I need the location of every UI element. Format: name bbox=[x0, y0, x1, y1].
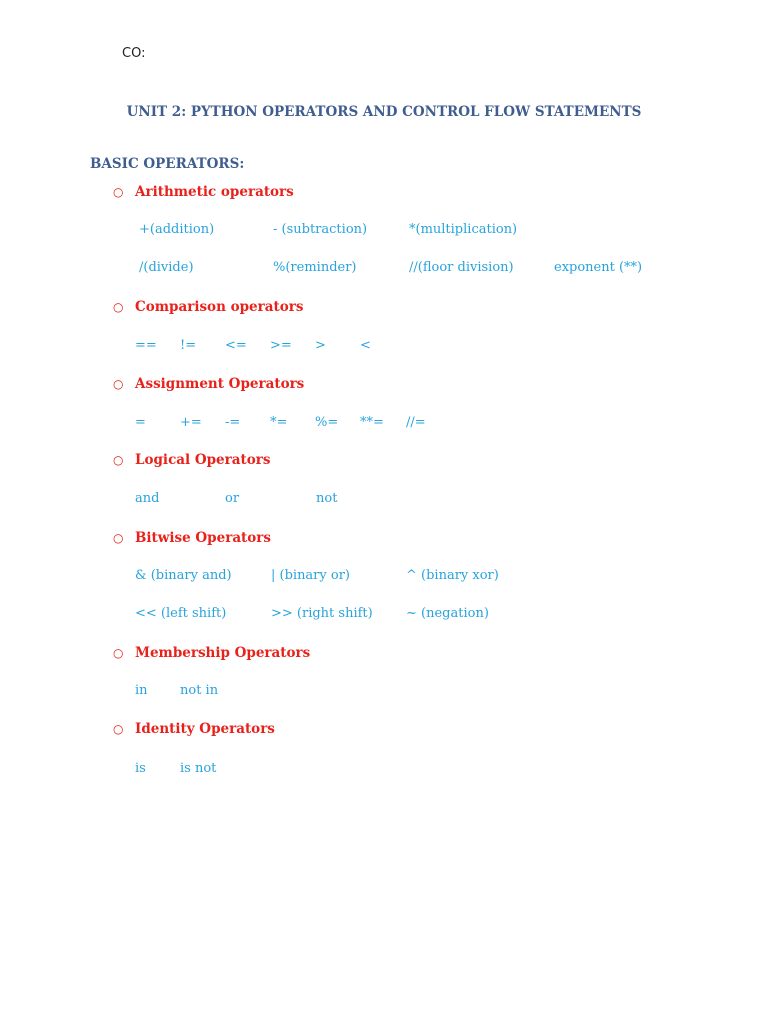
bullet-icon: ○ bbox=[113, 185, 124, 199]
operator-item: and bbox=[135, 491, 160, 506]
operator-item: ^ (binary xor) bbox=[406, 568, 499, 583]
operator-item: -= bbox=[225, 415, 241, 430]
operator-item: >> (right shift) bbox=[271, 606, 373, 621]
operator-item: += bbox=[180, 415, 202, 430]
operator-item: == bbox=[135, 338, 157, 353]
category-heading-bitwise-operators: Bitwise Operators bbox=[135, 530, 272, 546]
category-heading-identity-operators: Identity Operators bbox=[135, 721, 275, 737]
category-heading-comparison-operators: Comparison operators bbox=[135, 299, 304, 315]
operator-item: in bbox=[135, 683, 148, 698]
section-title: BASIC OPERATORS: bbox=[90, 156, 245, 172]
co-label: CO: bbox=[122, 46, 146, 61]
operator-item: ~ (negation) bbox=[406, 606, 489, 621]
operator-item: //= bbox=[406, 415, 426, 430]
operator-item: = bbox=[135, 415, 146, 430]
operator-item: <= bbox=[225, 338, 247, 353]
category-heading-arithmetic-operators: Arithmetic operators bbox=[135, 184, 294, 200]
operator-item: < bbox=[360, 338, 371, 353]
operator-item: > bbox=[315, 338, 326, 353]
bullet-icon: ○ bbox=[113, 453, 124, 467]
operator-item: exponent (**) bbox=[554, 260, 643, 275]
operator-item: is not bbox=[180, 761, 217, 776]
bullet-icon: ○ bbox=[113, 722, 124, 736]
operator-item: >= bbox=[270, 338, 292, 353]
bullet-icon: ○ bbox=[113, 646, 124, 660]
bullet-icon: ○ bbox=[113, 300, 124, 314]
operator-item: << (left shift) bbox=[135, 606, 227, 621]
operator-item: //(floor division) bbox=[409, 260, 514, 275]
operator-item: not bbox=[316, 491, 338, 506]
operator-item: != bbox=[180, 338, 197, 353]
operator-item: **= bbox=[360, 415, 384, 430]
category-heading-membership-operators: Membership Operators bbox=[135, 645, 311, 661]
operator-item: & (binary and) bbox=[135, 568, 232, 583]
operator-item: is bbox=[135, 761, 146, 776]
operator-item: not in bbox=[180, 683, 219, 698]
bullet-icon: ○ bbox=[113, 531, 124, 545]
operator-item: %(reminder) bbox=[273, 260, 357, 275]
category-heading-assignment-operators: Assignment Operators bbox=[135, 376, 305, 392]
page-title: UNIT 2: PYTHON OPERATORS AND CONTROL FLOW STATEMENTS bbox=[126, 104, 642, 120]
bullet-icon: ○ bbox=[113, 377, 124, 391]
operator-item: +(addition) bbox=[139, 222, 215, 237]
operator-item: | (binary or) bbox=[271, 568, 350, 583]
operator-item: /(divide) bbox=[139, 260, 194, 275]
category-heading-logical-operators: Logical Operators bbox=[135, 452, 271, 468]
operator-item: - (subtraction) bbox=[273, 222, 368, 237]
operator-item: *(multiplication) bbox=[409, 222, 518, 237]
operator-item: %= bbox=[315, 415, 339, 430]
operator-item: or bbox=[225, 491, 240, 506]
operator-item: *= bbox=[270, 415, 288, 430]
